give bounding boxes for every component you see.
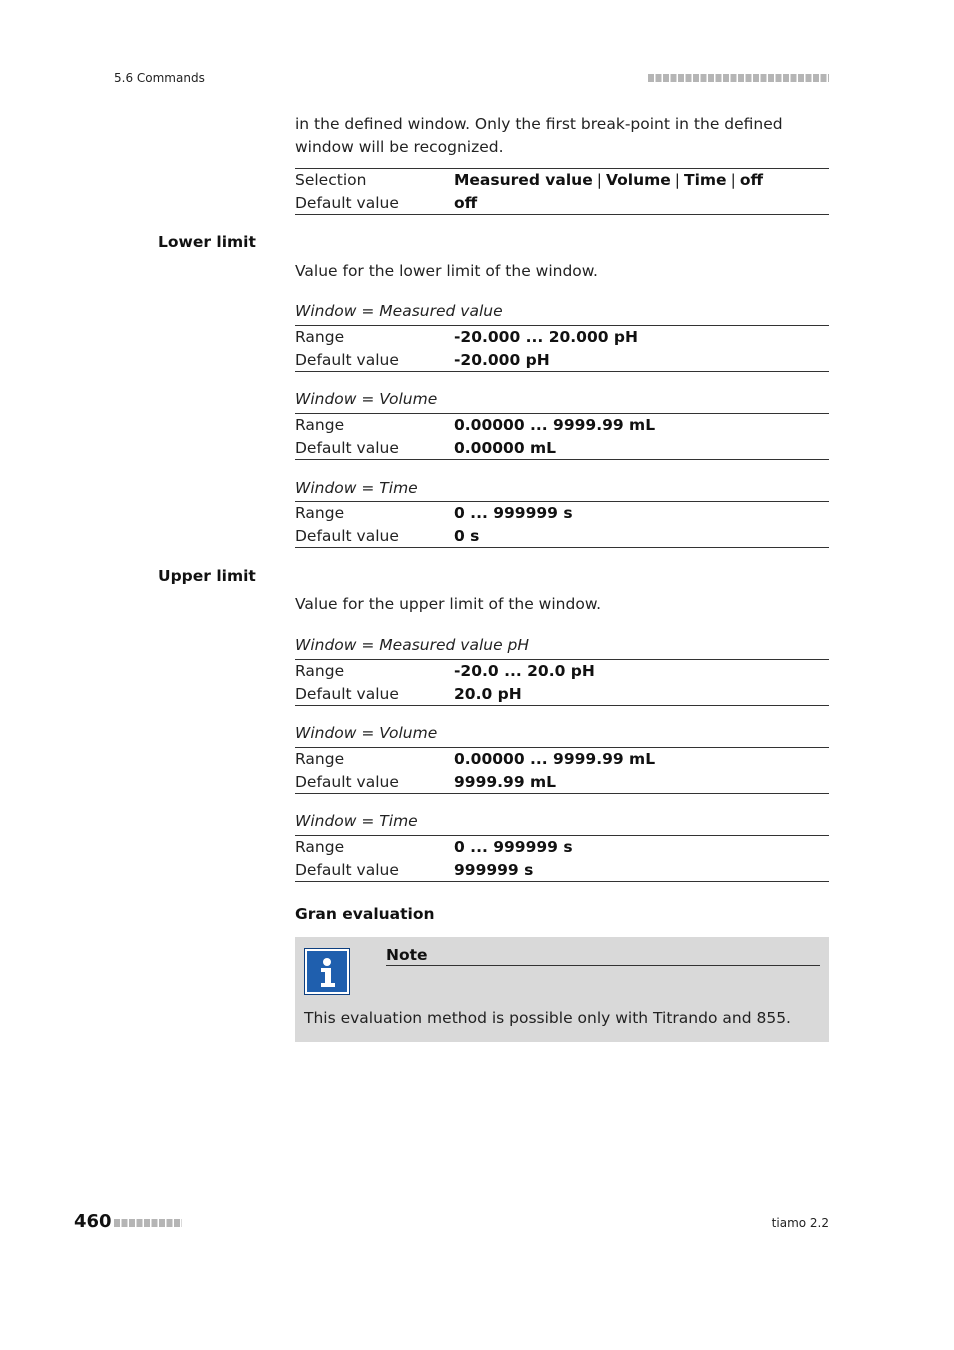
note-title: Note <box>386 946 820 966</box>
option-separator: | <box>674 171 681 189</box>
range-row <box>295 326 829 349</box>
range-value: -20.0 ... 20.0 pH <box>454 662 595 680</box>
gran-evaluation-heading: Gran evaluation <box>295 905 435 923</box>
default-row <box>295 525 829 548</box>
range-row <box>295 414 829 437</box>
default-value: off <box>454 193 478 212</box>
upper-volume-table <box>295 747 829 794</box>
default-label: Default value <box>295 438 399 457</box>
selection-label: Selection <box>295 171 367 189</box>
default-label: Default value <box>295 772 399 791</box>
footer-decoration <box>114 1219 182 1227</box>
lower-volume-caption: Window = Volume <box>295 390 438 408</box>
lower-time-caption: Window = Time <box>295 479 418 497</box>
range-value: 0 ... 999999 s <box>454 504 573 522</box>
upper-time-caption: Window = Time <box>295 812 418 830</box>
range-label: Range <box>295 504 345 522</box>
range-value: 0 ... 999999 s <box>454 838 573 856</box>
default-value: 9999.99 mL <box>454 772 557 791</box>
default-row <box>295 349 829 372</box>
note-text: This evaluation method is possible only with Titrando and 855. <box>304 1009 791 1027</box>
upper-measured-caption: Window = Measured value pH <box>295 636 530 654</box>
product-name: tiamo 2.2 <box>771 1216 829 1230</box>
default-row <box>295 192 829 215</box>
option-time: Time <box>684 171 727 189</box>
option-separator: | <box>596 171 602 189</box>
option-volume: Volume <box>605 171 671 189</box>
default-value: -20.000 pH <box>454 350 550 369</box>
lower-volume-table <box>295 413 829 460</box>
section-header: 5.6 Commands <box>114 71 205 85</box>
upper-limit-description: Value for the upper limit of the window. <box>295 595 601 613</box>
intro-paragraph: in the defined window. Only the first break-point in the defined window will be recognized. <box>295 115 783 156</box>
selection-table <box>295 168 829 215</box>
default-row <box>295 683 829 706</box>
range-label: Range <box>295 328 345 346</box>
lower-time-table <box>295 501 829 548</box>
selection-options <box>454 169 763 191</box>
lower-limit-description: Value for the lower limit of the window. <box>295 262 598 280</box>
upper-measured-table <box>295 659 829 706</box>
default-label: Default value <box>295 684 399 703</box>
info-icon <box>304 948 350 995</box>
header-decoration <box>648 74 829 82</box>
selection-row <box>295 169 829 192</box>
default-value: 20.0 pH <box>454 684 522 703</box>
range-value: 0.00000 ... 9999.99 mL <box>454 750 656 768</box>
default-row <box>295 437 829 460</box>
range-label: Range <box>295 662 345 680</box>
lower-limit-heading: Lower limit <box>158 233 256 251</box>
range-value: -20.000 ... 20.000 pH <box>454 328 638 346</box>
default-label: Default value <box>295 193 399 212</box>
range-label: Range <box>295 838 345 856</box>
range-label: Range <box>295 750 345 768</box>
default-label: Default value <box>295 350 399 369</box>
upper-time-table <box>295 835 829 882</box>
default-value: 0 s <box>454 526 480 545</box>
default-row <box>295 859 829 882</box>
range-value: 0.00000 ... 9999.99 mL <box>454 416 656 434</box>
default-label: Default value <box>295 860 399 879</box>
option-separator: | <box>730 171 736 189</box>
default-row <box>295 771 829 794</box>
range-row <box>295 660 829 683</box>
page-number: 460 <box>74 1211 112 1232</box>
note-box <box>295 937 829 1042</box>
upper-volume-caption: Window = Volume <box>295 724 438 742</box>
range-row <box>295 748 829 771</box>
default-label: Default value <box>295 526 399 545</box>
range-row <box>295 836 829 859</box>
lower-measured-table <box>295 325 829 372</box>
option-off: off <box>739 171 764 189</box>
option-measured-value: Measured value <box>454 171 593 189</box>
default-value: 999999 s <box>454 860 534 879</box>
default-value: 0.00000 mL <box>454 438 557 457</box>
range-row <box>295 502 829 525</box>
lower-measured-caption: Window = Measured value <box>295 302 503 320</box>
range-label: Range <box>295 416 345 434</box>
upper-limit-heading: Upper limit <box>158 567 256 585</box>
